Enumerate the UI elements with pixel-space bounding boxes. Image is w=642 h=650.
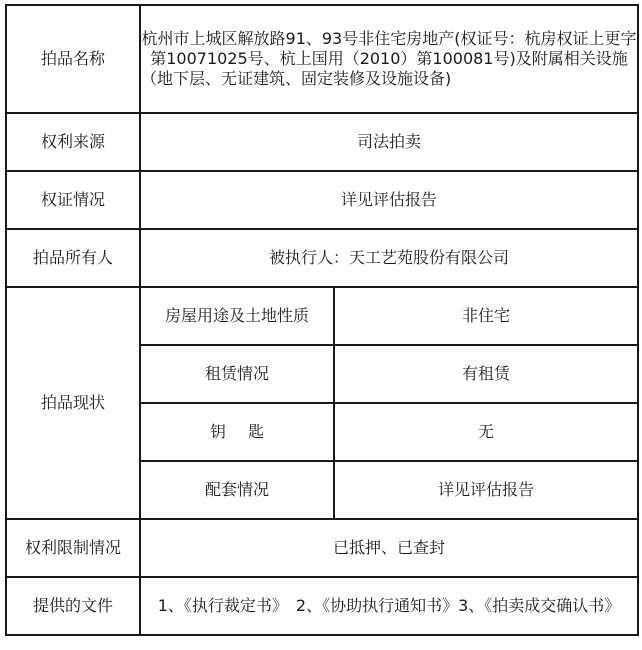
facilities-label: 配套情况 bbox=[140, 461, 334, 519]
certificate-status-value: 详见评估报告 bbox=[140, 171, 638, 229]
usage-value: 非住宅 bbox=[334, 287, 638, 345]
item-status-label: 拍品现状 bbox=[6, 287, 140, 519]
item-name-value: 杭州市上城区解放路91、93号非住宅房地产(权证号：杭房权证上更字第10071025号、杭上国用（2010）第100081号)及附属相关设施（地下层、无证建筑、固定装修及设施设备) bbox=[140, 5, 638, 113]
row-rights-restriction bbox=[6, 519, 638, 577]
item-name-label: 拍品名称 bbox=[6, 5, 140, 113]
rights-source-label: 权利来源 bbox=[6, 113, 140, 171]
item-owner-value: 被执行人：天工艺苑股份有限公司 bbox=[140, 229, 638, 287]
keys-label-part-1: 钥 bbox=[209, 422, 226, 441]
lease-label: 租赁情况 bbox=[140, 345, 334, 403]
row-certificate-status bbox=[6, 171, 638, 229]
row-item-owner bbox=[6, 229, 638, 287]
keys-label bbox=[140, 403, 334, 461]
keys-label-part-2: 匙 bbox=[248, 422, 265, 441]
rights-restriction-label: 权利限制情况 bbox=[6, 519, 140, 577]
certificate-status-label: 权证情况 bbox=[6, 171, 140, 229]
keys-value: 无 bbox=[334, 403, 638, 461]
rights-source-value: 司法拍卖 bbox=[140, 113, 638, 171]
item-owner-label: 拍品所有人 bbox=[6, 229, 140, 287]
row-rights-source bbox=[6, 113, 638, 171]
provided-files-value: 1、《执行裁定书》 2、《协助执行通知书》3、《拍卖成交确认书》 bbox=[140, 577, 638, 635]
rights-restriction-value: 已抵押、已查封 bbox=[140, 519, 638, 577]
row-provided-files bbox=[6, 577, 638, 635]
provided-files-label: 提供的文件 bbox=[6, 577, 140, 635]
row-item-name bbox=[6, 5, 638, 113]
auction-info-table bbox=[5, 4, 639, 636]
lease-value: 有租赁 bbox=[334, 345, 638, 403]
usage-label: 房屋用途及土地性质 bbox=[140, 287, 334, 345]
row-status-usage bbox=[6, 287, 638, 345]
facilities-value: 详见评估报告 bbox=[334, 461, 638, 519]
